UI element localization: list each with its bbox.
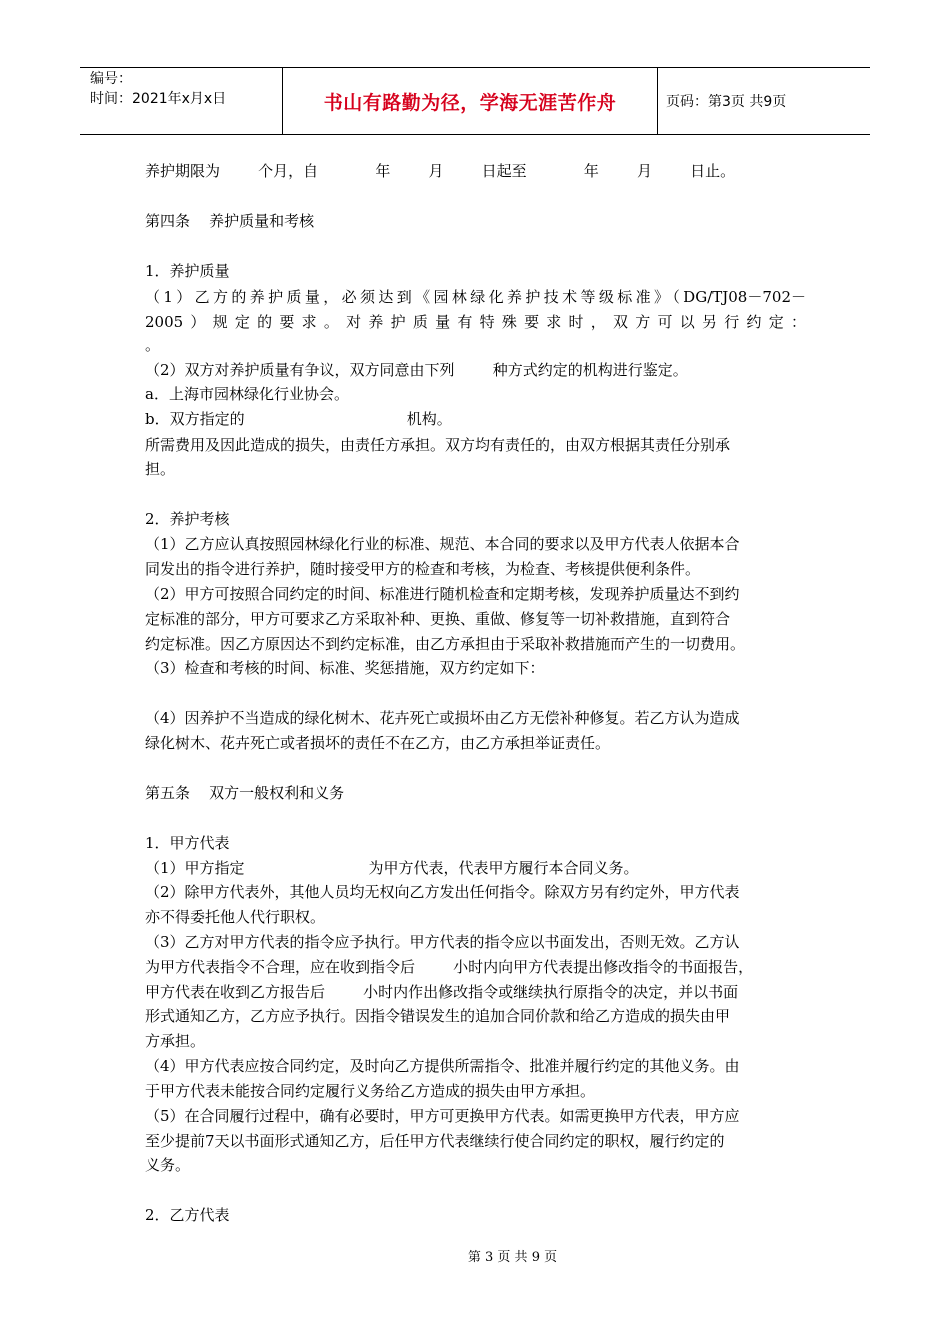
footer-page-number: 第 3 页 共 9 页 xyxy=(467,1250,558,1265)
text-line: 方承担。 xyxy=(145,1032,206,1050)
text-line: 担。 xyxy=(145,460,176,478)
subsection-heading: 2．乙方代表 xyxy=(145,1206,230,1224)
text-line: 为甲方代表指令不合理，应在收到指令后 小时内向甲方代表提出修改指令的书面报告， xyxy=(145,958,754,976)
text-line: 约定标准。因乙方原因达不到约定标准，由乙方承担由于采取补救措施而产生的一切费用。 xyxy=(145,635,746,653)
text-line: 义务。 xyxy=(145,1156,191,1174)
text-line: （4）因养护不当造成的绿化树木、花卉死亡或损坏由乙方无偿补种修复。若乙方认为造成 xyxy=(145,709,740,727)
header-number: 编号： xyxy=(90,71,132,87)
text-line: 亦不得委托他人代行职权。 xyxy=(145,908,326,926)
text-line: 形式通知乙方，乙方应予执行。因指令错误发生的追加合同价款和给乙方造成的损失由甲 xyxy=(145,1007,731,1025)
text-line: 绿化树木、花卉死亡或者损坏的责任不在乙方，由乙方承担举证责任。 xyxy=(145,734,611,752)
text-line: 同发出的指令进行养护，随时接受甲方的检查和考核，为检查、考核提供便利条件。 xyxy=(145,560,701,578)
header-meta xyxy=(80,68,282,134)
text-line: （2）除甲方代表外，其他人员均无权向乙方发出任何指令。除双方另有约定外，甲方代表 xyxy=(145,883,740,901)
text-line: b．双方指定的 机构。 xyxy=(145,410,452,428)
section-heading: 第五条 双方一般权利和义务 xyxy=(145,784,345,802)
subsection-heading: 1．养护质量 xyxy=(145,262,230,280)
text-line: 甲方代表在收到乙方报告后 小时内作出修改指令或继续执行原指令的决定，并以书面 xyxy=(145,983,739,1001)
text-line: （2）甲方可按照合同约定的时间、标准进行随机检查和定期考核，发现养护质量达不到约 xyxy=(145,585,740,603)
text-line: （1）甲方指定 为甲方代表，代表甲方履行本合同义务。 xyxy=(145,859,639,877)
text-line: 2005）规定的要求。对养护质量有特殊要求时，双方可以另行约定： xyxy=(145,313,806,331)
text-line: （5）在合同履行过程中，确有必要时，甲方可更换甲方代表。如需更换甲方代表，甲方应 xyxy=(145,1107,740,1125)
text-line: （1）乙方应认真按照园林绿化行业的标准、规范、本合同的要求以及甲方代表人依据本合 xyxy=(145,535,740,553)
text-line: 。 xyxy=(145,336,161,354)
text-line: 所需费用及因此造成的损失，由责任方承担。双方均有责任的，由双方根据其责任分别承 xyxy=(145,436,731,454)
page-header xyxy=(80,67,870,135)
text-line: （2）双方对养护质量有争议，双方同意由下列 种方式约定的机构进行鉴定。 xyxy=(145,361,688,379)
page-footer xyxy=(0,1246,950,1265)
text-line: 养护期限为 个月，自 年 月 日起至 年 月 日止。 xyxy=(145,162,736,180)
text-line: （3）乙方对甲方代表的指令应予执行。甲方代表的指令应以书面发出，否则无效。乙方认 xyxy=(145,933,740,951)
text-line: （4）甲方代表应按合同约定，及时向乙方提供所需指令、批准并履行约定的其他义务。由 xyxy=(145,1057,740,1075)
header-date: 时间：2021年x月x日 xyxy=(90,91,227,107)
subsection-heading: 1．甲方代表 xyxy=(145,834,230,852)
text-line: a．上海市园林绿化行业协会。 xyxy=(145,385,349,403)
text-line: （1）乙方的养护质量，必须达到《园林绿化养护技术等级标准》（DG/TJ08－702－ xyxy=(145,288,806,306)
header-motto: 书山有路勤为径，学海无涯苦作舟 xyxy=(323,91,617,114)
subsection-heading: 2．养护考核 xyxy=(145,510,230,528)
text-line: （3）检查和考核的时间、标准、奖惩措施，双方约定如下： xyxy=(145,659,545,677)
text-line: 于甲方代表未能按合同约定履行义务给乙方造成的损失由甲方承担。 xyxy=(145,1082,596,1100)
section-heading: 第四条 养护质量和考核 xyxy=(145,212,315,230)
header-page-number: 页码：第3页 共9页 xyxy=(666,94,787,110)
text-line: 定标准的部分，甲方可要求乙方采取补种、更换、重做、修复等一切补救措施，直到符合 xyxy=(145,610,731,628)
header-divider xyxy=(657,68,658,134)
text-line: 至少提前7天以书面形式通知乙方，后任甲方代表继续行使合同约定的职权，履行约定的 xyxy=(145,1132,725,1150)
